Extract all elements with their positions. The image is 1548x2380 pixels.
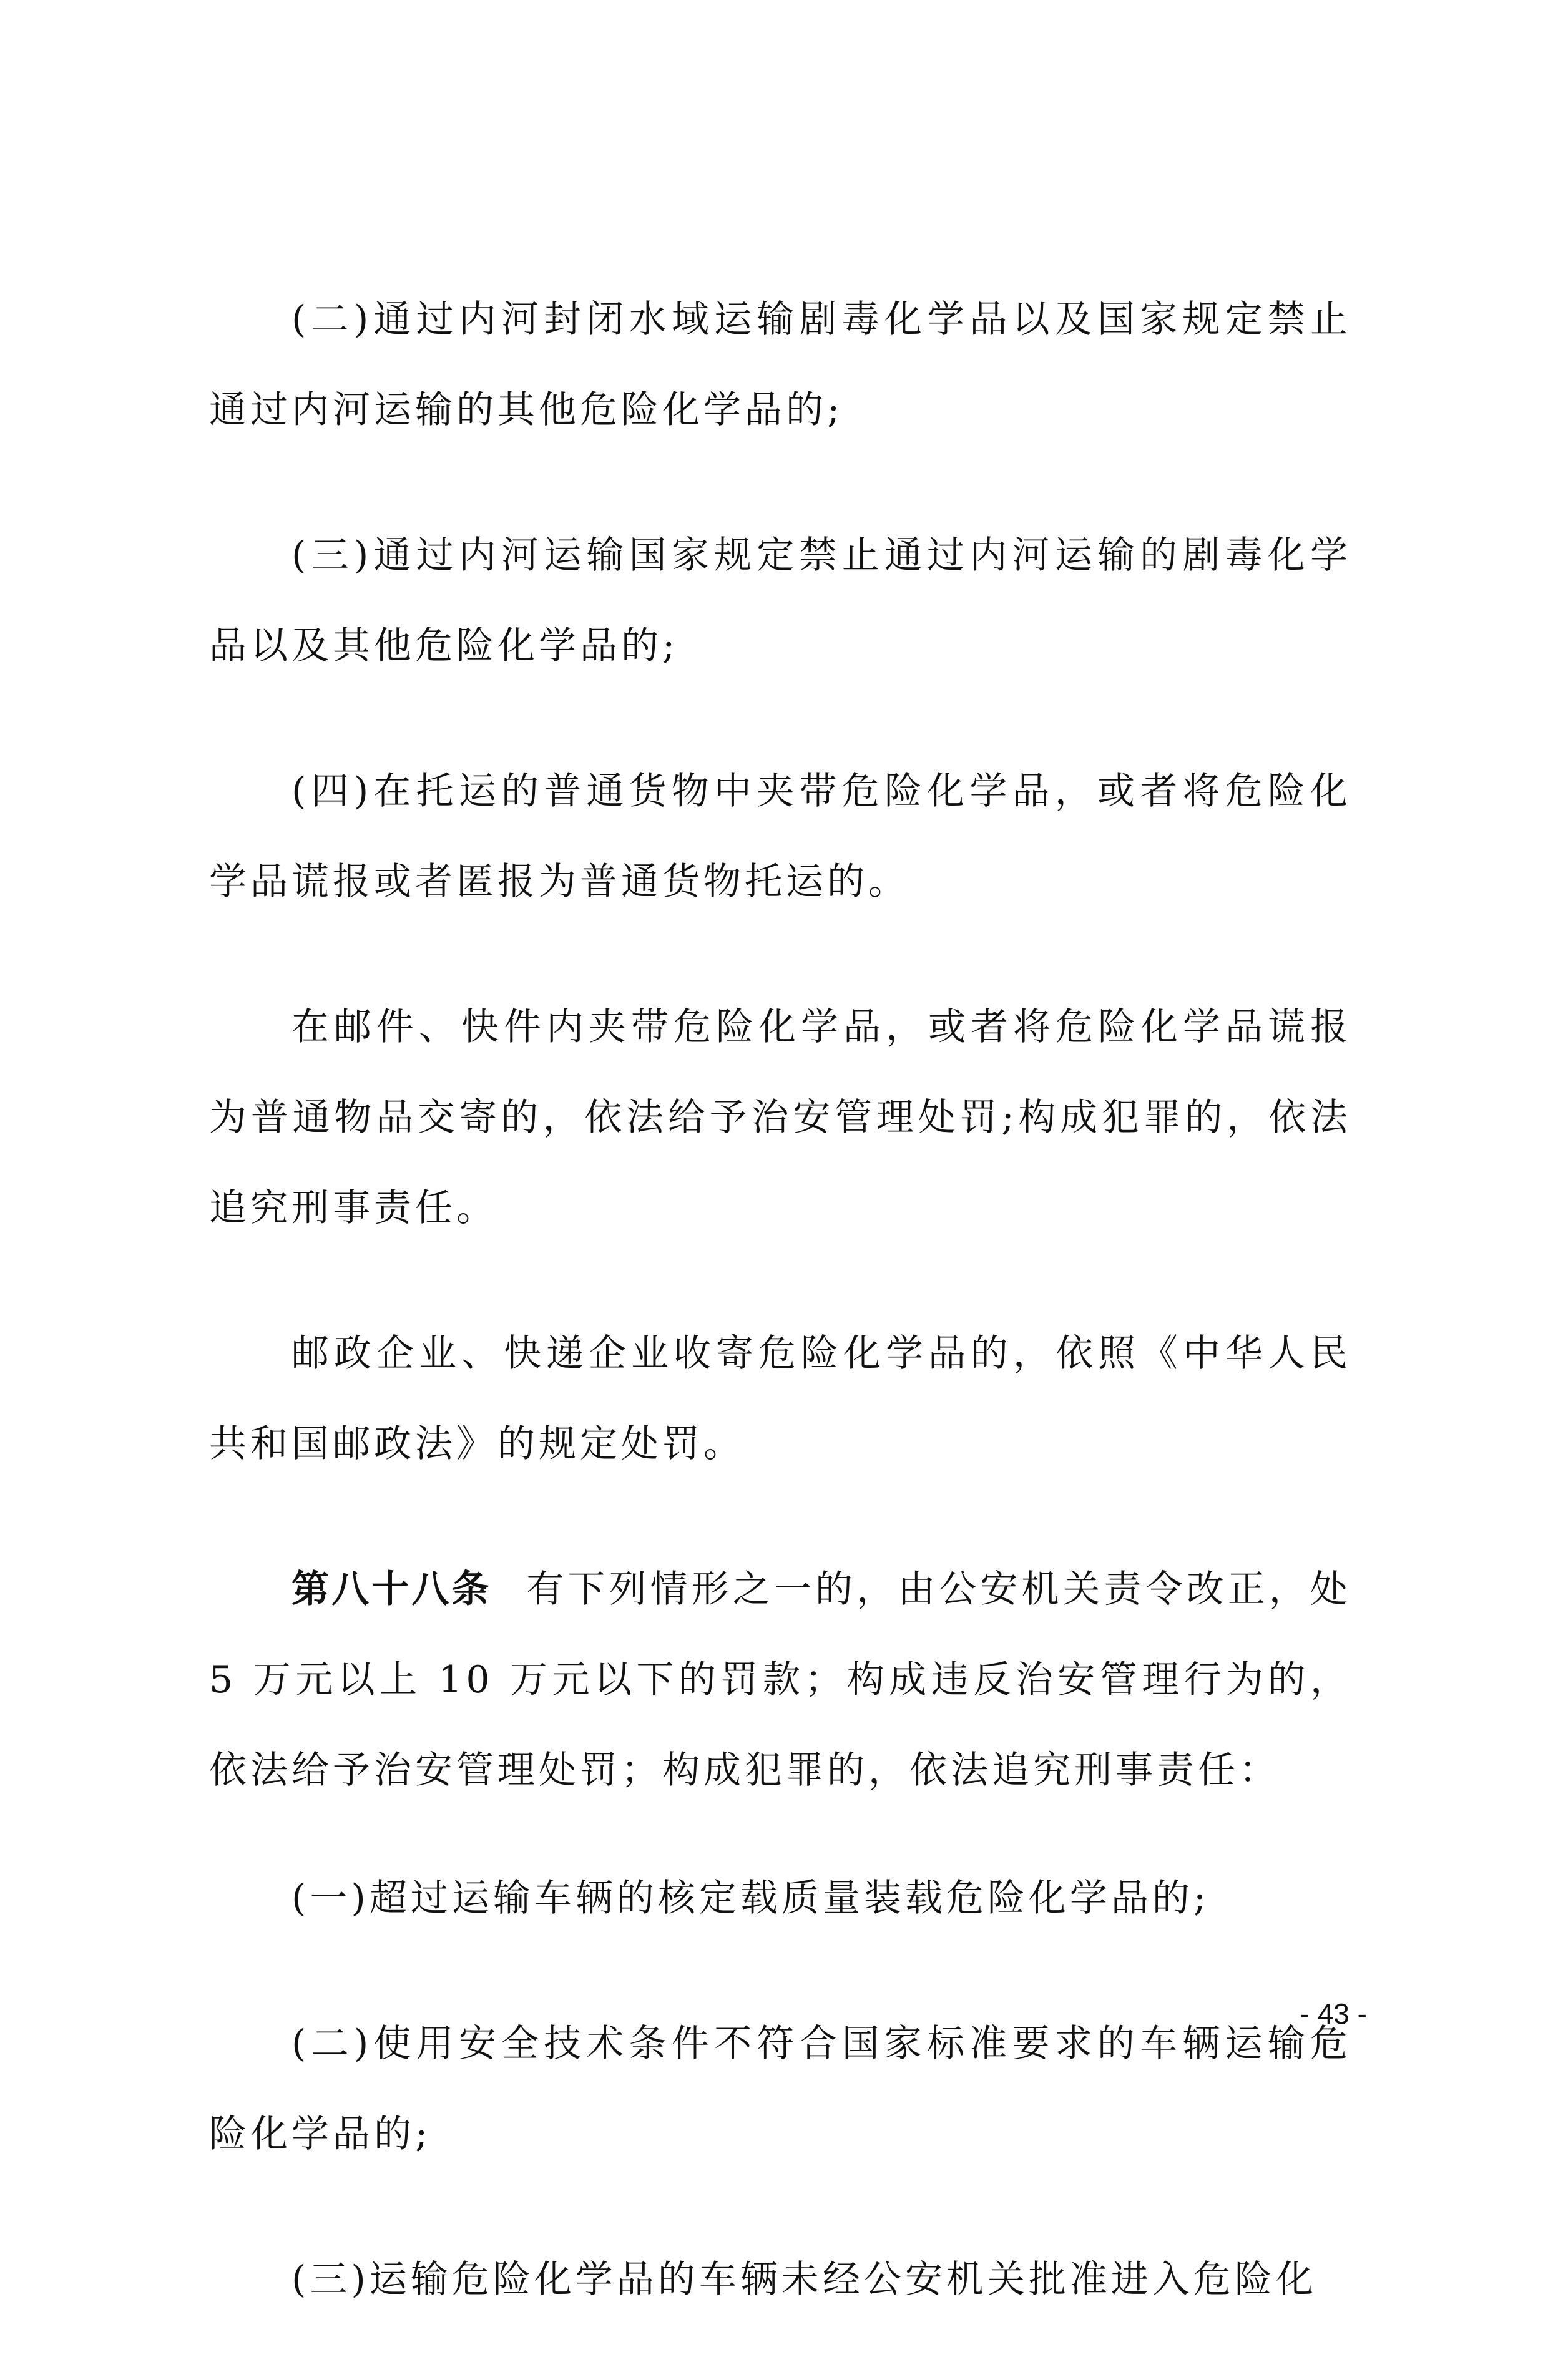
page-number: - 43 - — [1300, 1997, 1367, 2030]
document-body — [209, 275, 1351, 2380]
clause-paragraph-3: (三)通过内河运输国家规定禁止通过内河运输的剧毒化学品以及其他危险化学品的; — [209, 534, 1351, 668]
postal-penalty-paragraph: 邮政企业、快递企业收寄危险化学品的，依照《中华人民共和国邮政法》的规定处罚。 — [209, 1332, 1351, 1466]
article-text: 有下列情形之一的，由公安机关责令改正，处 5 万元以上 10 万元以下的罚款；构成违反治安管理行为的，依法给予治安管理处罚；构成犯罪的，依法追究刑事责任： — [209, 1568, 1352, 1792]
clause-paragraph-4: (四)在托运的普通货物中夹带危险化学品，或者将危险化学品谎报或者匿报为普通货物托运的。 — [209, 769, 1351, 904]
article-88-paragraph — [209, 1544, 1351, 1816]
article-heading: 第八十八条 — [291, 1568, 492, 1611]
mail-penalty-paragraph: 在邮件、快件内夹带危险化学品，或者将危险化学品谎报为普通物品交寄的，依法给予治安管理处罚;构成犯罪的，依法追究刑事责任。 — [209, 1005, 1351, 1230]
item-1-paragraph: (一)超过运输车辆的核定载质量装载危险化学品的; — [291, 1876, 1210, 1920]
item-3-paragraph: (三)运输危险化学品的车辆未经公安机关批准进入危险化 — [291, 2258, 1317, 2301]
item-2-paragraph: (二)使用安全技术条件不符合国家标准要求的车辆运输危险化学品的; — [209, 2022, 1351, 2156]
clause-paragraph-2: (二)通过内河封闭水域运输剧毒化学品以及国家规定禁止通过内河运输的其他危险化学品的; — [209, 298, 1351, 432]
